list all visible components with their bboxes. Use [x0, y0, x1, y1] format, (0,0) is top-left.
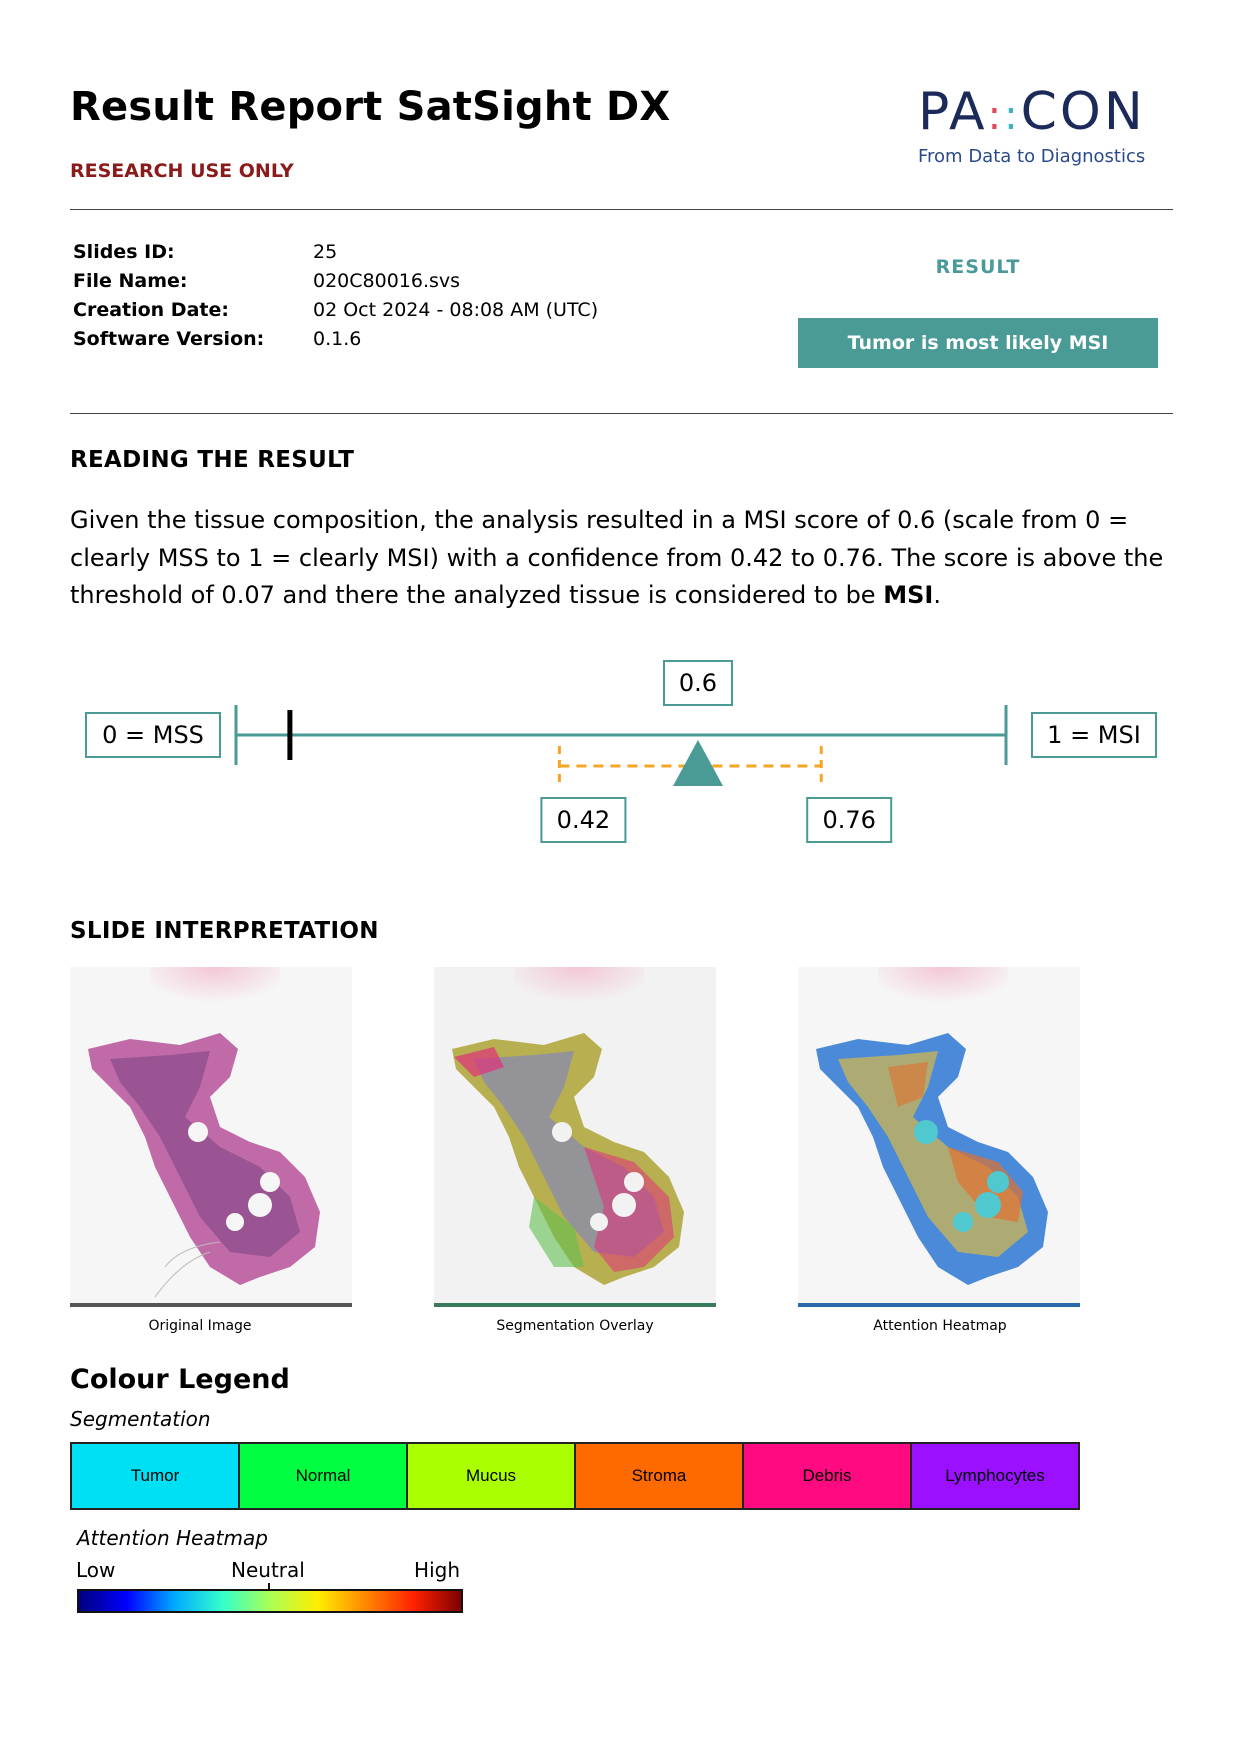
segmentation-overlay-image — [434, 967, 716, 1307]
attention-high-label: High — [414, 1558, 460, 1582]
legend-debris: Debris — [744, 1444, 912, 1508]
divider — [70, 209, 1173, 210]
segmentation-legend-label: Segmentation — [70, 1407, 211, 1431]
meta-value: 020C80016.svs — [313, 270, 461, 292]
legend-stroma: Stroma — [576, 1444, 744, 1508]
attention-heatmap-image — [798, 967, 1080, 1307]
legend-mucus: Mucus — [408, 1444, 576, 1508]
score-marker — [673, 740, 723, 786]
meta-key: Slides ID: — [73, 241, 175, 263]
caption-heatmap: Attention Heatmap — [873, 1318, 1007, 1334]
logo-text: PA::CON — [918, 82, 1146, 142]
segmentation-legend — [70, 1442, 1080, 1510]
report-title: Result Report SatSight DX — [70, 84, 671, 130]
meta-key: Software Version: — [73, 328, 265, 350]
legend-lymphocytes: Lymphocytes — [912, 1444, 1078, 1508]
meta-key: File Name: — [73, 270, 188, 292]
caption-segmentation: Segmentation Overlay — [496, 1318, 654, 1334]
meta-value: 25 — [313, 241, 338, 263]
logo-tagline: From Data to Diagnostics — [918, 146, 1146, 167]
caption-original: Original Image — [148, 1318, 252, 1334]
meta-row — [73, 325, 598, 354]
attention-low-label: Low — [76, 1558, 116, 1582]
mss-label: 0 = MSS — [102, 721, 204, 749]
reading-result-bold: MSI — [883, 581, 934, 609]
score-label: 0.6 — [678, 669, 718, 697]
meta-key: Creation Date: — [73, 299, 229, 321]
colour-legend-title: Colour Legend — [70, 1364, 290, 1395]
attention-gradient-bar — [77, 1589, 463, 1613]
original-slide-image — [70, 967, 352, 1307]
reading-paragraph — [70, 502, 1170, 615]
meta-value: 02 Oct 2024 - 08:08 AM (UTC) — [313, 299, 599, 321]
ci-low-label: 0.42 — [556, 806, 611, 834]
msi-score-scale — [0, 650, 1239, 850]
ci-high-label: 0.76 — [822, 806, 876, 834]
meta-value: 0.1.6 — [313, 328, 362, 350]
result-label: RESULT — [935, 256, 1021, 278]
result-badge: Tumor is most likely MSI — [798, 318, 1158, 368]
attention-legend-labels — [76, 1558, 460, 1584]
attention-neutral-label: Neutral — [231, 1558, 305, 1582]
slide-metadata — [73, 238, 598, 354]
meta-row — [73, 296, 598, 325]
attention-legend-label: Attention Heatmap — [77, 1526, 268, 1550]
legend-tumor: Tumor — [72, 1444, 240, 1508]
company-logo — [918, 82, 1178, 167]
msi-label: 1 = MSI — [1047, 721, 1141, 749]
legend-normal: Normal — [240, 1444, 408, 1508]
research-use-label: RESEARCH USE ONLY — [70, 160, 294, 182]
reading-text: Given the tissue composition, the analysis resulted in a MSI score of 0.6 (scale from 0 = clearly MSS to 1 = clearly MSI) with a confidence from 0.42 to 0.76. The score is above the threshold of 0.07 and there the analyzed tissue is considered to be — [70, 506, 1164, 609]
slide-interpretation-heading: SLIDE INTERPRETATION — [70, 918, 379, 944]
meta-row — [73, 267, 598, 296]
meta-row — [73, 238, 598, 267]
reading-text-end: . — [933, 581, 941, 609]
reading-heading: READING THE RESULT — [70, 447, 355, 473]
divider — [70, 413, 1173, 414]
